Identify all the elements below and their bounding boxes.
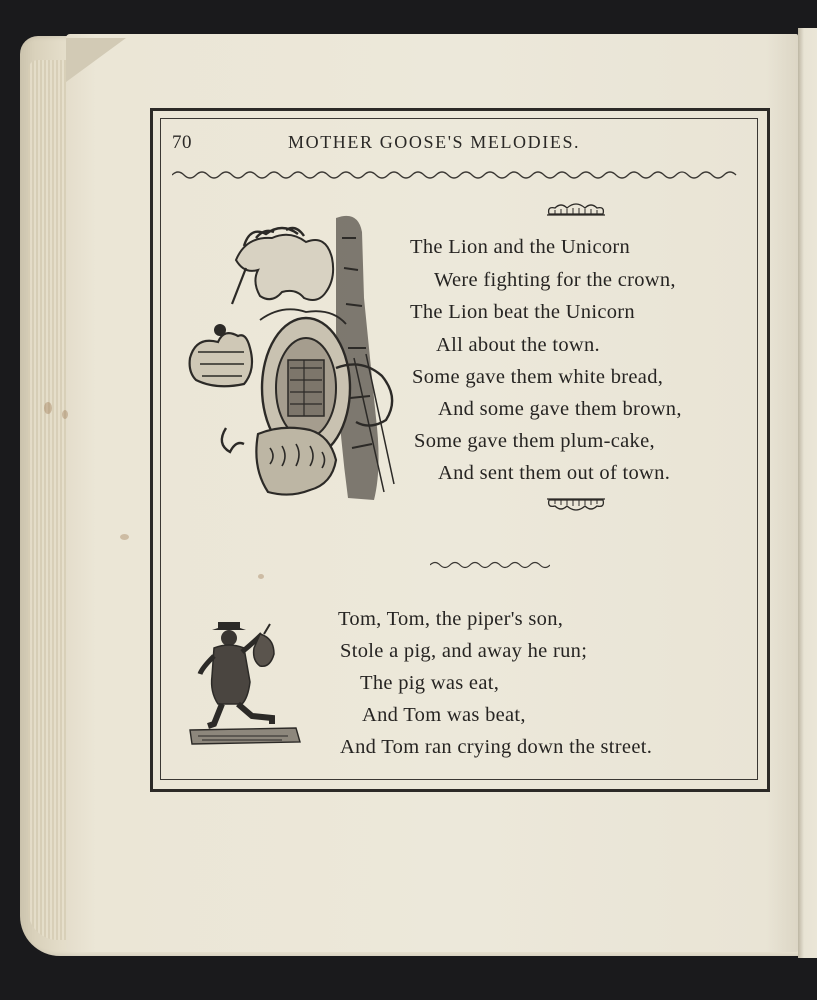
poem-line: And some gave them brown, xyxy=(438,398,682,420)
poem-line: The Lion and the Unicorn xyxy=(410,236,631,258)
page-number: 70 xyxy=(172,132,192,153)
poem-line: Tom, Tom, the piper's son, xyxy=(338,608,564,630)
poem-line: And Tom ran crying down the street. xyxy=(340,736,653,758)
page-header xyxy=(172,132,750,158)
poem-line: Some gave them plum-cake, xyxy=(414,430,655,452)
wavy-rule-divider xyxy=(172,168,738,182)
poem-line: All about the town. xyxy=(436,334,600,356)
poem-line: And sent them out of town. xyxy=(438,462,671,484)
running-head: MOTHER GOOSE'S MELODIES. xyxy=(288,132,581,152)
poem-line: Were fighting for the crown, xyxy=(434,269,676,291)
poem-line: The pig was eat, xyxy=(360,672,500,694)
ornament-bottom-icon xyxy=(545,496,607,512)
poem-tom-the-piper xyxy=(338,608,738,760)
poem-line: Stole a pig, and away he run; xyxy=(340,640,588,662)
foxing-stain xyxy=(44,402,52,414)
ornament-top-icon xyxy=(545,202,607,218)
folded-corner xyxy=(66,38,126,82)
piper-with-pig-icon xyxy=(188,612,302,748)
poem-lion-and-unicorn xyxy=(410,236,750,488)
facing-page xyxy=(798,28,817,958)
poem-line: The Lion beat the Unicorn xyxy=(410,301,635,323)
coat-of-arms-icon xyxy=(186,208,408,508)
short-wavy-divider xyxy=(430,560,550,570)
foxing-stain xyxy=(62,410,68,419)
foxing-stain xyxy=(120,534,129,540)
poem-line: Some gave them white bread, xyxy=(412,366,664,388)
poem-line: And Tom was beat, xyxy=(362,704,526,726)
